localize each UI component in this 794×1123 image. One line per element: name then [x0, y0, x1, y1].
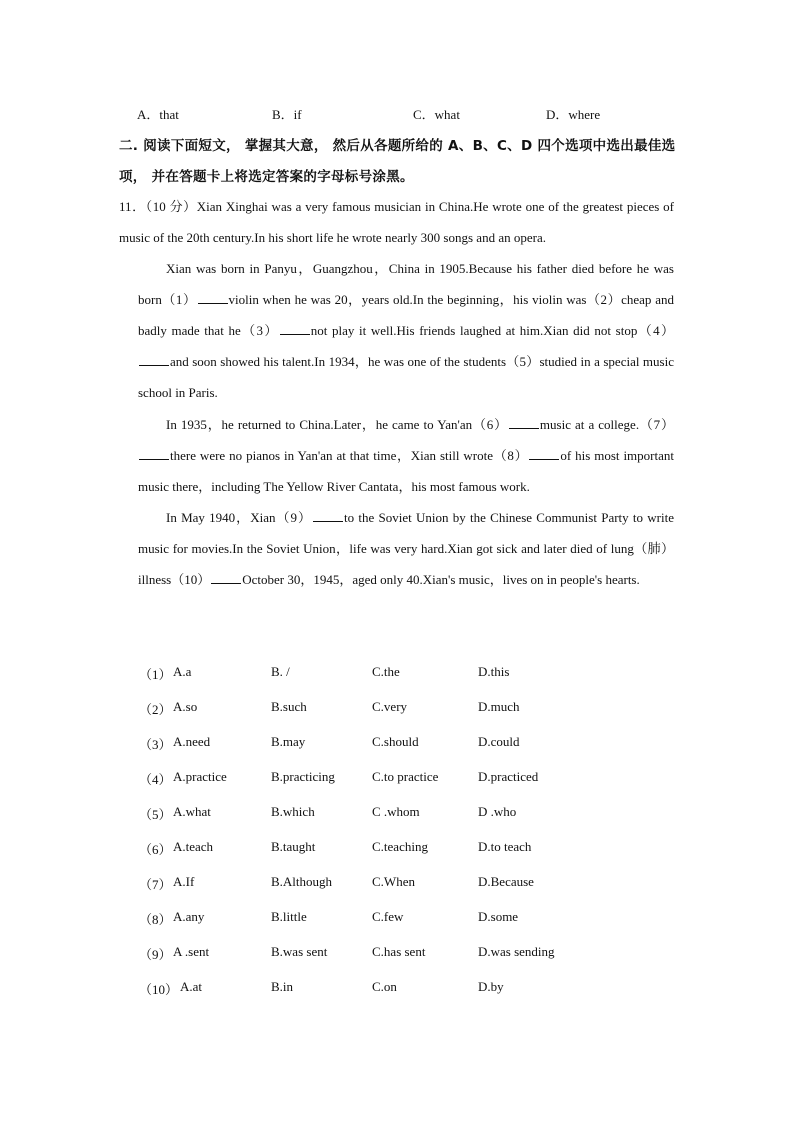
choice-b[interactable]: B.little	[271, 909, 307, 924]
question-number: 11．（10 分）	[119, 199, 197, 214]
choice-number: （4）	[139, 772, 172, 787]
choice-b[interactable]: B.Although	[271, 874, 333, 889]
p3-text-a: In May 1940，Xian（9）	[166, 510, 312, 525]
choice-a[interactable]: A.so	[173, 699, 198, 714]
p2-text-a: In 1935，he returned to China.Later，he came to Yan'an（6）	[166, 417, 508, 432]
paragraph-3	[138, 502, 674, 595]
choice-row	[0, 979, 794, 999]
section-title: 二. 阅读下面短文， 掌握其大意， 然后从各题所给的 A、B、C、D 四个选项中选出最佳选 项， 并在答题卡上将选定答案的字母标号涂黑。	[119, 138, 676, 185]
choice-row	[0, 839, 794, 859]
choice-c[interactable]: C.the	[372, 664, 400, 679]
option-a: A．that	[137, 107, 179, 122]
choice-d[interactable]: D.some	[478, 909, 519, 924]
choice-d[interactable]: D.much	[478, 699, 520, 714]
choice-c[interactable]: C.teaching	[372, 839, 428, 854]
blank-7	[139, 448, 169, 460]
choice-b[interactable]: B.such	[271, 699, 307, 714]
p1-text-a: Xian was born in Panyu，Guangzhou，China in 1905.Because his father died before he was born（1）	[138, 261, 674, 307]
choice-number: （3）	[139, 737, 172, 752]
choice-number: （8）	[139, 912, 172, 927]
choice-c[interactable]: C.has sent	[372, 944, 426, 959]
choice-d[interactable]: D .who	[478, 804, 517, 819]
choice-row	[0, 804, 794, 824]
choice-b[interactable]: B.may	[271, 734, 306, 749]
choice-d[interactable]: D.this	[478, 664, 510, 679]
choice-a[interactable]: A.practice	[173, 769, 227, 784]
choice-c[interactable]: C .whom	[372, 804, 420, 819]
p3-text-c: October 30，1945，aged only 40.Xian's music，lives on in people's hearts.	[242, 572, 640, 587]
choice-number: （6）	[139, 842, 172, 857]
choice-number: （10）	[139, 982, 179, 997]
choice-b[interactable]: B.was sent	[271, 944, 328, 959]
choice-number: （5）	[139, 807, 172, 822]
choice-row	[0, 769, 794, 789]
choice-c[interactable]: C.When	[372, 874, 415, 889]
p2-text-d: of his most important music there，including The Yellow River Cantata，his most famous work.	[138, 448, 674, 494]
choice-a[interactable]: A.If	[173, 874, 195, 889]
blank-1	[198, 292, 228, 304]
choice-row	[0, 944, 794, 964]
choice-c[interactable]: C.on	[372, 979, 397, 994]
choice-row	[0, 664, 794, 684]
blank-6	[509, 417, 539, 429]
choice-row	[0, 909, 794, 929]
p3-text-b: to the Soviet Union by the Chinese Communist Party to write music for movies.In the Soviet Union，life was very hard.Xian got sick and later died of lung（肺）illness（10）	[138, 510, 674, 587]
choice-a[interactable]: A.teach	[173, 839, 214, 854]
option-c: C．what	[413, 107, 460, 122]
p2-text-b: music at a college.（7）	[539, 417, 674, 432]
question-intro	[119, 191, 674, 253]
choice-row	[0, 734, 794, 754]
blank-9	[313, 510, 343, 522]
choice-b[interactable]: B.practicing	[271, 769, 335, 784]
choice-b[interactable]: B. /	[271, 664, 290, 679]
choice-number: （9）	[139, 947, 172, 962]
choice-number: （7）	[139, 877, 172, 892]
blank-8	[529, 448, 559, 460]
choice-a[interactable]: A .sent	[173, 944, 210, 959]
choice-c[interactable]: C.very	[372, 699, 408, 714]
p1-text-d: and soon showed his talent.In 1934，he was one of the students（5）studied in a special music school in Paris.	[138, 354, 674, 400]
choice-row	[0, 699, 794, 719]
paragraph-2	[138, 409, 674, 502]
p1-text-c: not play it well.His friends laughed at him.Xian did not stop（4）	[310, 323, 674, 338]
choice-number: （2）	[139, 702, 172, 717]
choice-a[interactable]: A.need	[173, 734, 211, 749]
choice-d[interactable]: D.Because	[478, 874, 534, 889]
choice-d[interactable]: D.practiced	[478, 769, 539, 784]
p2-text-c: there were no pianos in Yan'an at that time，Xian still wrote（8）	[170, 448, 529, 463]
blank-3	[280, 323, 310, 335]
choice-c[interactable]: C.should	[372, 734, 419, 749]
choice-d[interactable]: D.could	[478, 734, 520, 749]
blank-10	[211, 572, 241, 584]
choice-c[interactable]: C.few	[372, 909, 404, 924]
choice-d[interactable]: D.was sending	[478, 944, 555, 959]
choice-d[interactable]: D.to teach	[478, 839, 532, 854]
prev-question-options	[0, 104, 794, 122]
choice-a[interactable]: A.what	[173, 804, 211, 819]
choice-row	[0, 874, 794, 894]
paragraph-1	[138, 253, 674, 408]
choice-b[interactable]: B.taught	[271, 839, 316, 854]
blank-4	[139, 354, 169, 366]
choice-b[interactable]: B.which	[271, 804, 315, 819]
choice-a[interactable]: A.at	[180, 979, 203, 994]
option-d: D．where	[546, 107, 601, 122]
choice-c[interactable]: C.to practice	[372, 769, 439, 784]
intro-text: Xian Xinghai was a very famous musician in China.He wrote one of the greatest pieces of music of the 20th century.In his short life he wrote nearly 300 songs and an opera.	[119, 199, 674, 245]
option-b: B．if	[272, 107, 302, 122]
choice-number: （1）	[139, 667, 172, 682]
choice-b[interactable]: B.in	[271, 979, 294, 994]
p1-text-b: violin when he was 20，years old.In the beginning，his violin was（2）cheap and badly made that he（3）	[138, 292, 674, 338]
choice-a[interactable]: A.a	[173, 664, 192, 679]
choice-d[interactable]: D.by	[478, 979, 504, 994]
choice-a[interactable]: A.any	[173, 909, 205, 924]
